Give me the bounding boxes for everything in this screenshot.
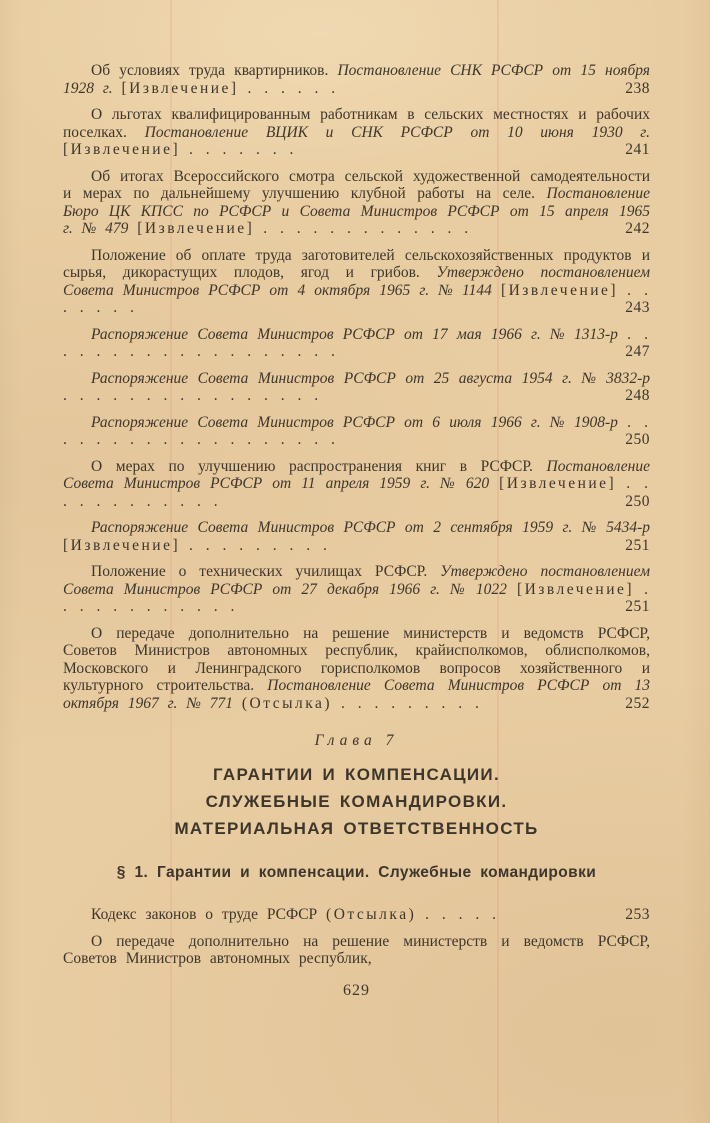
- toc-entry: [63, 933, 650, 968]
- entry-note: (Отсылка): [326, 906, 417, 923]
- chapter-kicker: Глава 7: [314, 732, 399, 749]
- entry-source: Утверждено постановлением Совета Министров РСФСР от 4 октября 1965 г. № 1144: [63, 264, 650, 299]
- entry-page-number: 241: [625, 141, 650, 158]
- dot-leader: . . . . . . .: [63, 281, 650, 316]
- entry-page-number: 247: [625, 343, 650, 360]
- entry-note: [Извлечение]: [121, 79, 239, 97]
- entry-note: (Отсылка): [241, 694, 333, 712]
- chapter-title-line: ГАРАНТИИ И КОМПЕНСАЦИИ.: [213, 765, 500, 784]
- chapter-heading: [63, 732, 650, 842]
- entry-note: [Извлечение]: [137, 220, 255, 237]
- entry-source: Распоряжение Совета Министров РСФСР от 17 мая 1966 г. № 1313-р: [91, 325, 618, 343]
- dot-leader: . . . . . .: [247, 79, 338, 97]
- toc-entry: [63, 519, 650, 554]
- dot-leader: . . . . . . .: [189, 141, 296, 158]
- toc-entry: [63, 168, 650, 238]
- entry-source: Распоряжение Совета Министров РСФСР от 6 июля 1966 г. № 1908-р: [91, 413, 618, 431]
- toc-entry: [63, 625, 650, 713]
- dot-leader: . . . . . . . . . . . . . . . . . . .: [63, 413, 651, 448]
- dot-leader: . . . . . . . . . . . . .: [263, 220, 471, 237]
- entry-title: Об условиях труда квартирников.: [91, 62, 329, 79]
- dot-leader: . . . . . . . . . . . .: [63, 580, 651, 615]
- entry-note: [Извлечение]: [516, 580, 635, 598]
- dot-leader: . . . . . . . . . . . . . . . . . . .: [63, 325, 650, 360]
- entry-title: О мерах по улучшению распространения книг в РСФСР.: [91, 457, 533, 475]
- toc-entry: [63, 414, 650, 449]
- entry-page-number: 248: [625, 387, 650, 404]
- entry-note: [Извлечение]: [63, 141, 181, 158]
- toc-entry: [63, 106, 650, 159]
- entry-title: О льготах квалифицированным работникам в сельских местностях и рабочих поселках.: [63, 106, 650, 141]
- entry-title: Об итогах Всероссийского смотра сельской художественной самодеятельности и мерах по дальнейшему улучшению клубной работы на селе.: [63, 167, 650, 202]
- section-heading: § 1. Гарантии и компенсации. Служебные командировки: [116, 864, 597, 881]
- toc-entry: [63, 458, 650, 511]
- entry-source: Постановление СНК РСФСР от 15 ноября 1928 г.: [63, 62, 650, 97]
- entry-source: Постановление Совета Министров РСФСР от 13 октября 1967 г. № 771: [63, 677, 651, 712]
- entry-source: Постановление Совета Министров РСФСР от 11 апреля 1959 г. № 620: [63, 457, 650, 492]
- toc-entry: [63, 563, 650, 616]
- entry-page-number: 253: [625, 906, 650, 923]
- entry-title: О передаче дополнительно на решение министерств и ведомств РСФСР, Советов Министров автономных республик, крайисполкомов, облисполкомов, Московского и Ленинградского горисполкомов вопросов хозяйственного и культурного строительства.: [63, 624, 650, 694]
- entry-note: [Извлечение]: [63, 536, 181, 554]
- entry-title: Кодекс законов о труде РСФСР: [91, 906, 318, 923]
- dot-leader: . . . . . . . . .: [340, 694, 481, 712]
- toc-entry: [63, 326, 650, 361]
- dot-leader: . . . . . . . . .: [189, 536, 329, 554]
- dot-leader: . . . . . . . . . . . . . . . .: [63, 387, 321, 404]
- entry-page-number: 238: [625, 79, 650, 97]
- entry-page-number: 251: [625, 536, 650, 554]
- entry-note: [Извлечение]: [499, 475, 617, 492]
- entry-page-number: 250: [625, 431, 650, 448]
- toc-entry: [63, 247, 650, 317]
- toc-entry: [63, 906, 650, 924]
- entry-source: Постановление ВЦИК и СНК РСФСР от 10 июня 1930 г.: [144, 123, 650, 141]
- toc-entry: [63, 62, 650, 97]
- toc-entry: [63, 370, 650, 405]
- entry-page-number: 250: [625, 492, 650, 510]
- chapter-title-line: СЛУЖЕБНЫЕ КОМАНДИРОВКИ.: [205, 792, 508, 811]
- entry-title: Положение об оплате труда заготовителей сельскохозяйственных продуктов и сырья, дикорастущих плодов, ягод и грибов.: [63, 246, 650, 281]
- entry-source: Распоряжение Совета Министров РСФСР от 2 сентября 1959 г. № 5434-р: [91, 519, 650, 536]
- entry-title: О передаче дополнительно на решение министерств и ведомств РСФСР, Советов Министров автономных республик,: [63, 932, 650, 967]
- chapter-title-line: МАТЕРИАЛЬНАЯ ОТВЕТСТВЕННОСТЬ: [174, 819, 539, 838]
- entry-source: Постановление Бюро ЦК КПСС по РСФСР и Совета Министров РСФСР от 15 апреля 1965 г. № 479: [63, 185, 650, 237]
- entry-title: Положение о технических училищах РСФСР.: [91, 563, 428, 580]
- entry-source: Распоряжение Совета Министров РСФСР от 25 августа 1954 г. № 3832-р: [91, 369, 650, 387]
- entry-note: [Извлечение]: [500, 281, 619, 299]
- entry-page-number: 243: [625, 299, 650, 316]
- entry-page-number: 252: [625, 694, 650, 712]
- dot-leader: . . . . .: [425, 906, 498, 923]
- entry-source: Утверждено постановлением Совета Министров РСФСР от 27 декабря 1966 г. № 1022: [63, 563, 650, 598]
- entry-page-number: 251: [625, 598, 650, 615]
- page-number: 629: [343, 981, 370, 999]
- dot-leader: . . . . . . . . . . . .: [63, 475, 651, 510]
- entry-page-number: 242: [625, 220, 650, 237]
